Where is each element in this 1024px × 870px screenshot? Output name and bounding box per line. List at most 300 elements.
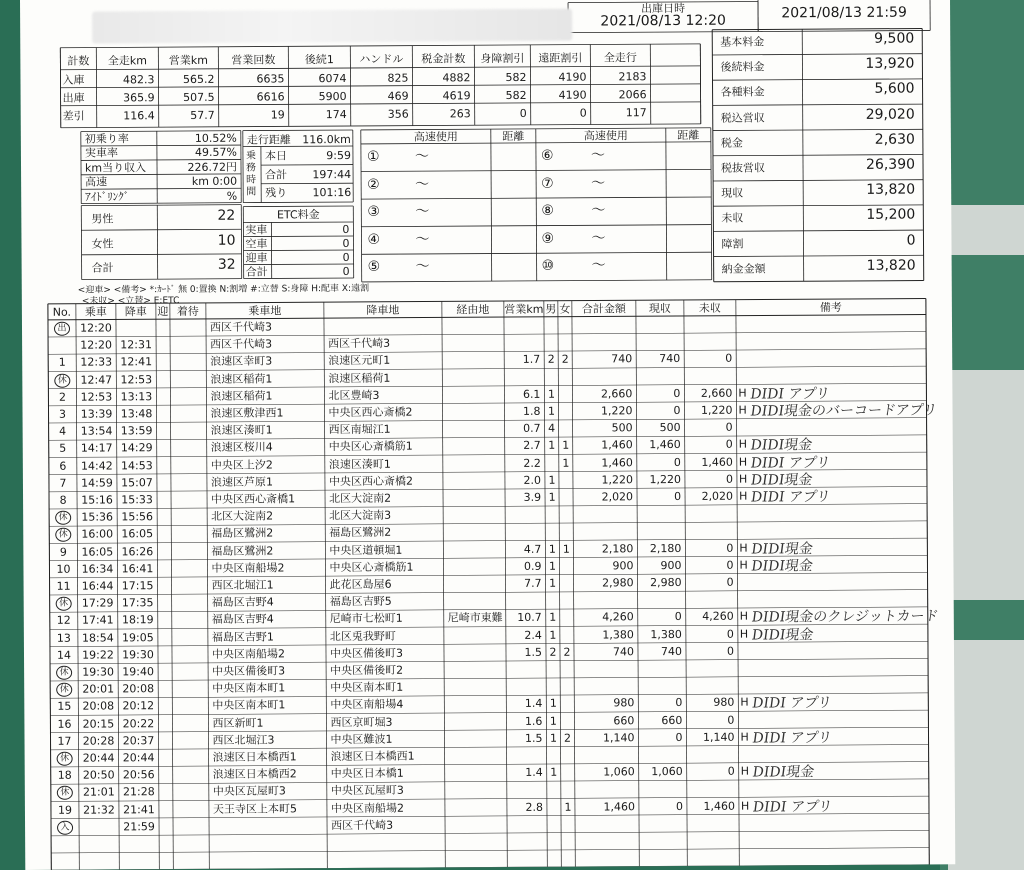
- table-cell-m: 1: [547, 387, 555, 401]
- table-cell-to: 中央区日本橋1: [330, 766, 404, 781]
- highway-slot-number: ⑥: [540, 147, 554, 164]
- table-cell-t1: 16:34: [81, 562, 114, 576]
- table-cell-t1: 19:22: [82, 648, 114, 662]
- fee-value: 29,020: [865, 106, 915, 123]
- table-cell-to: 中央区南本町1: [330, 680, 404, 695]
- meter-header: 全走km: [107, 54, 147, 68]
- table-header: 着待: [176, 304, 199, 319]
- meter-header: 身障割引: [480, 51, 525, 66]
- table-cell-m: 1: [549, 628, 557, 642]
- table-cell-h: H: [739, 627, 749, 641]
- table-cell-t2: 12:31: [120, 338, 152, 352]
- table-header: 合計金額: [581, 302, 626, 316]
- table-cell-no: 10: [56, 562, 71, 576]
- duty-time-row-label: 残り: [265, 186, 288, 200]
- highway-slot-tilde: 〜: [591, 202, 606, 219]
- fee-value: 9,500: [874, 30, 915, 47]
- meter-value: 6616: [256, 90, 285, 104]
- table-header: 備考: [819, 300, 842, 315]
- table-cell-unpaid: 0: [726, 627, 734, 641]
- table-cell-from: 中央区備後町3: [212, 664, 286, 678]
- meter-value: 482.3: [122, 73, 155, 87]
- etc-row-label: 迎車: [245, 251, 268, 265]
- stat-value: km 0:00: [191, 174, 238, 189]
- stat-label: 高速: [85, 175, 108, 189]
- handwritten-note: DIDI現金: [751, 764, 816, 781]
- table-cell-km: 10.7: [517, 611, 542, 625]
- table-cell-from: 中央区上汐2: [210, 458, 273, 472]
- meter-header: 全走行: [603, 51, 637, 65]
- table-cell-t2: 21:41: [123, 802, 155, 816]
- legend-line-2: <未収> <立替> E:ETC: [81, 296, 180, 307]
- meter-value: 174: [325, 108, 347, 122]
- table-cell-t1: 20:50: [82, 768, 115, 782]
- fee-value: 0: [906, 232, 916, 249]
- table-cell-total: 1,460: [601, 438, 633, 452]
- table-cell-no: 13: [56, 631, 71, 645]
- handwritten-note: DIDI現金: [749, 437, 814, 454]
- table-header: 降車: [124, 305, 147, 319]
- table-cell-to: 中央区道頓堀1: [329, 543, 403, 557]
- table-header: 迎: [157, 305, 169, 319]
- table-cell-unpaid: 1,220: [700, 403, 733, 417]
- handwritten-note: DIDI アプリ: [751, 798, 834, 816]
- table-header: 降車地: [366, 303, 400, 317]
- table-cell-km: 1.4: [524, 697, 543, 711]
- table-cell-h: H: [738, 437, 748, 452]
- duty-time-label: 乗務時間: [245, 150, 257, 198]
- handwritten-note: DIDI現金: [750, 626, 815, 644]
- table-cell-cash: 900: [660, 558, 682, 572]
- table-cell-no: 11: [56, 579, 71, 593]
- table-cell-t1: 21:32: [83, 803, 115, 817]
- table-cell-total: 740: [612, 645, 635, 659]
- table-cell-t1: 13:54: [80, 424, 113, 438]
- highway-slot-number: ⑤: [367, 259, 381, 276]
- table-cell-from: 中央区西心斎橋1: [211, 492, 296, 506]
- table-cell-unpaid: 0: [726, 575, 734, 589]
- table-cell-unpaid: 0: [727, 713, 735, 727]
- fee-label: 現収: [721, 186, 744, 200]
- table-cell-no: 6: [59, 459, 67, 473]
- table-cell-unpaid: 1,460: [703, 799, 735, 813]
- table-cell-total: 660: [613, 713, 635, 727]
- handwritten-note: DIDI アプリ: [751, 729, 833, 747]
- table-cell-t1: 12:47: [80, 373, 113, 387]
- highway-slot-number: ②: [367, 176, 380, 193]
- table-cell-km: 7.7: [524, 576, 542, 590]
- table-cell-t2: 15:56: [121, 510, 154, 524]
- meter-value: 2066: [618, 88, 647, 102]
- table-cell-cash: 1,220: [649, 472, 681, 486]
- table-cell-to: 中央区備後町2: [330, 663, 404, 678]
- table-cell-h: H: [739, 541, 748, 555]
- table-cell-no: 1: [58, 356, 66, 370]
- table-cell-to: 此花区島屋6: [329, 577, 392, 592]
- table-cell-t2: 20:12: [122, 699, 155, 713]
- table-cell-no: 出: [54, 322, 70, 336]
- meter-value: 116.4: [123, 109, 155, 123]
- table-cell-km: 6.1: [522, 387, 541, 401]
- table-cell-t2: 19:30: [122, 647, 154, 662]
- table-cell-to: 中央区備後町3: [329, 646, 404, 660]
- table-cell-total: 1,140: [602, 731, 635, 745]
- meter-header: 税金計数: [421, 52, 466, 66]
- handwritten-note: DIDI アプリ: [751, 695, 833, 712]
- table-cell-total: 1,060: [603, 765, 635, 779]
- meter-header: ハンドル: [359, 52, 404, 66]
- table-cell-no: 16: [57, 717, 72, 731]
- highway-slot-tilde: 〜: [415, 176, 430, 193]
- table-cell-to: 中央区心斎橋筋1: [329, 560, 414, 574]
- table-cell-m: 1: [547, 404, 556, 418]
- table-cell-cash: 0: [675, 799, 683, 813]
- table-cell-t1: 18:54: [81, 631, 114, 645]
- table-cell-no: 休: [55, 511, 71, 525]
- handwritten-note: DIDI現金のバーコードアプリ: [749, 402, 938, 420]
- table-cell-no: 17: [57, 734, 72, 748]
- table-cell-total: 1,220: [600, 404, 633, 418]
- table-cell-unpaid: 980: [713, 696, 735, 710]
- table-cell-t2: 19:05: [121, 630, 154, 644]
- table-header: 女: [559, 302, 571, 316]
- table-cell-unpaid: 0: [725, 472, 733, 486]
- table-cell-km: 2.8: [525, 800, 543, 814]
- table-cell-from: 浪速区湊町1: [210, 423, 273, 438]
- meter-value: 6074: [318, 72, 347, 86]
- fee-value: 5,600: [874, 80, 915, 98]
- table-cell-km: 0.9: [523, 559, 542, 573]
- meter-value: 582: [505, 70, 527, 85]
- table-cell-t1: 20:44: [82, 751, 115, 765]
- table-cell-from: 西区千代崎3: [209, 320, 273, 334]
- meter-value: 0: [579, 106, 587, 120]
- table-cell-to: 北区大淀南3: [329, 508, 392, 523]
- table-cell-t1: 16:05: [81, 545, 114, 559]
- table-cell-cash: 1,380: [650, 627, 682, 641]
- meter-value: 117: [625, 106, 647, 120]
- table-cell-t2: 18:19: [121, 613, 154, 627]
- table-cell-total: 500: [611, 421, 633, 435]
- handwritten-note: DIDI アプリ: [749, 489, 832, 506]
- table-cell-no: 入: [57, 820, 73, 834]
- table-cell-m: 4: [548, 421, 556, 435]
- highway-slot-tilde: 〜: [591, 230, 606, 247]
- handwritten-note: DIDI現金: [750, 540, 814, 558]
- table-cell-from: 西区新町1: [212, 716, 264, 730]
- handwritten-note: DIDI現金: [749, 471, 814, 489]
- meter-value: 507.5: [183, 90, 215, 105]
- table-cell-t1: 15:16: [81, 493, 113, 507]
- table-cell-from: 西区北堀江1: [211, 578, 274, 592]
- table-cell-to: 北区兎我野町: [329, 629, 396, 643]
- highway-slot-tilde: 〜: [414, 148, 430, 165]
- table-cell-no: 休: [54, 373, 70, 387]
- table-cell-t1: 15:36: [81, 510, 114, 524]
- table-cell-from: 浪速区稲荷1: [210, 389, 273, 403]
- table-cell-t1: 20:08: [82, 699, 115, 714]
- table-cell-to: 西区千代崎3: [331, 818, 394, 832]
- table-cell-from: 中央区南船場2: [211, 647, 286, 661]
- table-cell-f: 1: [562, 456, 570, 470]
- table-cell-cash: 660: [661, 713, 683, 727]
- highway-distance-header: 距離: [677, 128, 700, 142]
- highway-slot-number: ③: [367, 203, 380, 221]
- fee-label: 税抜営収: [721, 161, 766, 175]
- table-cell-no: 19: [57, 803, 72, 817]
- table-cell-unpaid: 1,140: [702, 730, 735, 744]
- table-cell-total: 2,660: [600, 387, 633, 401]
- gender-value: 10: [217, 232, 236, 249]
- table-cell-no: 休: [56, 666, 72, 680]
- table-cell-total: 1,220: [601, 473, 633, 487]
- table-cell-t1: 12:20: [80, 321, 112, 335]
- highway-slot-tilde: 〜: [415, 203, 430, 220]
- table-cell-to: 浪速区稲荷1: [328, 371, 391, 385]
- fee-value: 2,630: [874, 131, 915, 148]
- highway-header: 高速使用: [583, 129, 628, 143]
- table-cell-unpaid: 0: [726, 541, 734, 555]
- table-cell-to: 北区豊崎3: [328, 388, 380, 402]
- etc-row-label: 実車: [245, 223, 268, 237]
- etc-title: ETC料金: [276, 208, 320, 222]
- meter-value: 365.9: [123, 91, 155, 105]
- table-cell-no: 9: [59, 545, 67, 559]
- fee-value: 13,920: [865, 55, 915, 73]
- table-cell-from: 浪速区芦原1: [210, 475, 273, 489]
- duty-time-value: 101:16: [312, 186, 352, 200]
- table-cell-t2: 17:15: [121, 579, 154, 593]
- table-cell-no: 5: [59, 442, 67, 456]
- table-cell-f: 1: [562, 542, 570, 556]
- table-cell-cash: 500: [659, 421, 681, 435]
- duty-time-row-label: 本日: [264, 149, 287, 163]
- stat-value: 226.72円: [187, 160, 238, 174]
- table-cell-unpaid: 4,260: [702, 610, 734, 624]
- table-cell-no: 18: [57, 768, 72, 782]
- table-cell-from: 中央区瓦屋町3: [212, 784, 286, 799]
- table-cell-cash: 2,980: [650, 575, 682, 590]
- meter-value: 263: [449, 107, 471, 121]
- table-cell-no: 休: [57, 786, 73, 800]
- table-cell-km: 2.7: [523, 439, 541, 453]
- return-datetime: 2021/08/13 21:59: [781, 4, 907, 22]
- table-cell-m: 1: [549, 697, 557, 711]
- meter-value: 57.7: [190, 108, 215, 122]
- table-cell-t2: 15:33: [121, 493, 153, 507]
- table-cell-f: 2: [563, 645, 571, 659]
- table-cell-m: 1: [549, 714, 557, 728]
- table-cell-no: 14: [56, 648, 72, 662]
- table-cell-km: 4.7: [523, 542, 542, 556]
- table-cell-total: 2,980: [602, 576, 634, 590]
- meter-header: 遠距割引: [538, 51, 583, 65]
- table-cell-no: 8: [59, 493, 67, 507]
- table-cell-to: 中央区難波1: [330, 732, 393, 746]
- table-cell-total: 2,180: [601, 541, 634, 556]
- table-cell-km: 1.5: [524, 645, 543, 659]
- table-cell-to: 浪速区日本橋西1: [330, 749, 415, 764]
- table-cell-t2: 21:59: [123, 819, 155, 834]
- table-cell-m: 1: [549, 576, 557, 590]
- table-cell-t1: 12:33: [80, 355, 113, 370]
- table-header: 営業km: [504, 302, 544, 317]
- table-cell-no: 休: [56, 683, 72, 697]
- duty-time-row-label: 合計: [265, 167, 288, 182]
- table-cell-from: 福島区鷺洲2: [211, 544, 274, 558]
- table-cell-from: 浪速区敷津西1: [210, 406, 284, 420]
- table-cell-from: 西区北堀江3: [212, 733, 275, 747]
- table-cell-to: 中央区南船場2: [330, 801, 404, 815]
- table-cell-h: H: [738, 472, 748, 486]
- table-cell-cash: 0: [673, 403, 681, 418]
- table-cell-from: 福島区吉野1: [211, 630, 274, 644]
- table-cell-to: [328, 319, 442, 320]
- depart-datetime: 2021/08/13 12:20: [600, 12, 726, 30]
- table-header: 経由地: [456, 303, 490, 317]
- table-cell-t1: 12:53: [80, 390, 113, 404]
- table-cell-f: 1: [562, 439, 570, 453]
- table-cell-cash: 0: [675, 730, 683, 744]
- table-cell-from: 福島区鷺洲2: [211, 526, 274, 541]
- table-cell-h: H: [738, 386, 747, 400]
- table-cell-to: 中央区南船場4: [330, 698, 404, 712]
- table-cell-total: 2,020: [601, 490, 634, 504]
- table-cell-t2: 14:29: [120, 441, 153, 455]
- table-cell-m: 1: [548, 490, 556, 504]
- table-cell-m: 1: [550, 765, 558, 779]
- fee-label: 後続料金: [720, 60, 765, 74]
- table-cell-m: 1: [548, 559, 557, 573]
- table-cell-km: 2.2: [523, 456, 541, 470]
- highway-slot-number: ⑦: [541, 175, 554, 192]
- table-cell-t2: 20:22: [122, 716, 155, 730]
- table-cell-f: 2: [561, 353, 569, 367]
- fee-value: 13,820: [866, 257, 916, 274]
- table-cell-to: 西区千代崎3: [328, 336, 391, 351]
- stat-label: 実車率: [84, 146, 118, 160]
- table-cell-total: 980: [613, 696, 635, 710]
- table-cell-from: 天王寺区上本町5: [212, 801, 297, 816]
- table-cell-t1: 17:41: [81, 613, 114, 628]
- table-cell-total: 900: [612, 559, 634, 573]
- table-cell-t2: 14:53: [120, 458, 153, 472]
- table-cell-h: H: [740, 730, 749, 744]
- table-cell-h: H: [738, 403, 747, 417]
- distance-value: 116.0km: [302, 132, 351, 147]
- table-cell-cash: 0: [673, 455, 681, 469]
- table-cell-km: 3.9: [523, 490, 542, 504]
- gender-label: 女性: [91, 237, 114, 251]
- table-cell-to: 浪速区元町1: [328, 354, 391, 368]
- gender-value: 22: [217, 207, 236, 224]
- table-cell-m: 2: [549, 645, 557, 659]
- duty-time-value: 9:59: [326, 148, 351, 163]
- table-cell-no: 15: [57, 700, 72, 714]
- table-cell-from: 浪速区幸町3: [210, 354, 273, 369]
- table-cell-unpaid: 1,460: [701, 455, 733, 469]
- etc-row-label: 空車: [245, 237, 268, 251]
- table-cell-to: 中央区西心斎橋2: [328, 474, 413, 488]
- table-cell-t2: 19:40: [122, 665, 154, 679]
- depart-label: 出庫日時: [641, 1, 686, 16]
- table-cell-km: 1.4: [525, 766, 543, 780]
- table-cell-t1: 14:42: [80, 459, 113, 473]
- table-cell-m: 1: [548, 439, 556, 453]
- table-cell-km: 1.5: [524, 731, 543, 745]
- highway-header: 高速使用: [413, 130, 458, 144]
- table-cell-cash: 0: [675, 696, 683, 710]
- highway-distance-header: 距離: [502, 129, 525, 144]
- table-cell-t2: 16:26: [121, 544, 154, 558]
- table-cell-h: H: [739, 558, 748, 572]
- table-cell-f: 2: [563, 731, 572, 745]
- table-cell-cash: 0: [674, 610, 682, 624]
- table-cell-unpaid: 2,020: [701, 489, 734, 503]
- handwritten-note: DIDI現金のクレジットカード: [750, 608, 940, 626]
- table-cell-h: H: [740, 764, 750, 778]
- table-cell-unpaid: 0: [726, 558, 734, 572]
- table-cell-total: 1,460: [601, 455, 633, 470]
- meter-header: 後続1: [304, 53, 334, 67]
- table-cell-t1: 13:39: [80, 407, 113, 421]
- table-cell-no: 7: [59, 476, 67, 490]
- fee-label: 障割: [721, 237, 744, 251]
- table-cell-to: 中央区西心斎橋2: [328, 405, 413, 420]
- table-cell-total: 4,260: [602, 610, 634, 624]
- table-cell-m: 2: [547, 353, 555, 367]
- stat-label: km当り収入: [84, 161, 147, 175]
- table-cell-from: 中央区南船場2: [211, 561, 285, 575]
- fee-label: 納金金額: [721, 262, 766, 276]
- table-cell-t2: 16:05: [121, 527, 154, 541]
- meter-value: 4619: [442, 89, 471, 103]
- table-cell-t1: 12:20: [80, 338, 112, 352]
- table-cell-km: 0.7: [523, 422, 541, 436]
- table-cell-to: 中央区瓦屋町3: [330, 784, 404, 798]
- table-cell-unpaid: 0: [727, 764, 735, 778]
- table-cell-t2: 12:41: [120, 355, 153, 369]
- table-cell-unpaid: 0: [725, 352, 733, 366]
- table-cell-t2: 16:41: [121, 561, 154, 576]
- table-cell-to: 尼崎市七松町1: [329, 612, 403, 626]
- table-cell-unpaid: 0: [725, 438, 733, 452]
- fee-value: 13,820: [866, 181, 916, 199]
- table-cell-h: H: [739, 489, 748, 503]
- table-cell-to: 西区京町堀3: [330, 715, 393, 729]
- table-cell-f: 1: [564, 800, 572, 814]
- meter-row-label: 入庫: [62, 73, 85, 87]
- table-cell-t2: 17:35: [121, 596, 154, 610]
- handwritten-note: DIDI アプリ: [749, 385, 831, 403]
- table-cell-total: 1,380: [602, 627, 634, 642]
- fee-value: 26,390: [865, 156, 916, 173]
- etc-row-value: 0: [342, 250, 350, 265]
- table-cell-no: 3: [58, 407, 67, 421]
- table-cell-t1: 14:59: [81, 476, 113, 490]
- table-cell-h: H: [740, 799, 750, 813]
- table-cell-from: 浪速区稲荷1: [210, 372, 273, 386]
- table-cell-t2: 12:53: [120, 372, 153, 386]
- table-cell-h: H: [738, 455, 748, 469]
- meter-value: 0: [519, 106, 527, 120]
- handwritten-note: DIDI アプリ: [749, 454, 832, 472]
- table-cell-from: 浪速区日本橋西2: [212, 767, 297, 782]
- table-cell-m: 1: [549, 731, 558, 745]
- table-cell-from: 福島区吉野4: [211, 612, 274, 627]
- meter-value: 469: [387, 89, 409, 103]
- table-cell-m: 1: [548, 473, 556, 487]
